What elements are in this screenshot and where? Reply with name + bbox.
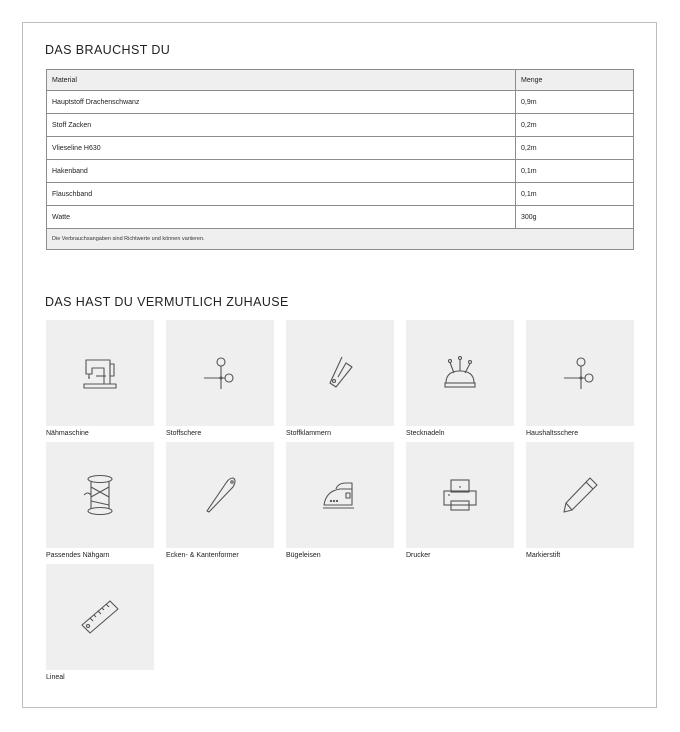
materials-card	[22, 22, 657, 708]
amount-cell: 0,2m	[516, 137, 634, 160]
amount-cell: 300g	[516, 206, 634, 229]
tool-tile-marker-pen	[526, 442, 634, 548]
tool-label: Stoffklammern	[286, 430, 331, 437]
material-cell: Hakenband	[47, 160, 516, 183]
amount-cell: 0,1m	[516, 183, 634, 206]
tool-tile-fabric-clip	[286, 320, 394, 426]
printer-icon	[440, 477, 480, 513]
column-header-amount: Menge	[516, 70, 634, 91]
tool-label: Stecknadeln	[406, 430, 445, 437]
table-note: Die Verbrauchsangaben sind Richtwerte und können variieren.	[47, 229, 634, 250]
material-cell: Watte	[47, 206, 516, 229]
fabric-scissors-icon	[200, 353, 240, 393]
ruler-icon	[80, 597, 120, 637]
tool-label: Stoffschere	[166, 430, 202, 437]
table-row	[47, 160, 634, 183]
tool-label: Nähmaschine	[46, 430, 89, 437]
table-row	[47, 206, 634, 229]
tool-label: Drucker	[406, 552, 431, 559]
amount-cell: 0,2m	[516, 114, 634, 137]
tool-label: Lineal	[46, 674, 65, 681]
table-row	[47, 183, 634, 206]
sewing-machine-icon	[80, 356, 120, 390]
tool-tile-fabric-scissors	[166, 320, 274, 426]
material-cell: Hauptstoff Drachenschwanz	[47, 91, 516, 114]
pincushion-icon	[440, 353, 480, 393]
iron-icon	[320, 477, 360, 513]
marker-pen-icon	[560, 475, 600, 515]
table-row	[47, 91, 634, 114]
tool-label: Ecken- & Kantenformer	[166, 552, 239, 559]
table-row	[47, 114, 634, 137]
tool-label: Haushaltsschere	[526, 430, 579, 437]
tool-tile-printer	[406, 442, 514, 548]
tool-label: Passendes Nähgarn	[46, 552, 110, 559]
thread-spool-icon	[80, 473, 120, 517]
tool-tile-pincushion	[406, 320, 514, 426]
point-turner-icon	[200, 475, 240, 515]
tool-tile-point-turner	[166, 442, 274, 548]
tool-label: Markierstift	[526, 552, 561, 559]
tool-tile-household-scissors	[526, 320, 634, 426]
materials-table	[46, 69, 634, 250]
material-cell: Stoff Zacken	[47, 114, 516, 137]
fabric-clip-icon	[320, 353, 360, 393]
table-row	[47, 137, 634, 160]
amount-cell: 0,1m	[516, 160, 634, 183]
tool-tile-iron	[286, 442, 394, 548]
section-title-materials: DAS BRAUCHST DU	[45, 43, 171, 57]
tool-tile-sewing-machine	[46, 320, 154, 426]
amount-cell: 0,9m	[516, 91, 634, 114]
material-cell: Vlieseline H630	[47, 137, 516, 160]
section-title-tools: DAS HAST DU VERMUTLICH ZUHAUSE	[45, 295, 289, 309]
table-note-row	[47, 229, 634, 250]
table-header-row	[47, 70, 634, 91]
material-cell: Flauschband	[47, 183, 516, 206]
column-header-material: Material	[47, 70, 516, 91]
household-scissors-icon	[560, 353, 600, 393]
tool-label: Bügeleisen	[286, 552, 321, 559]
tool-tile-thread-spool	[46, 442, 154, 548]
tool-tile-ruler	[46, 564, 154, 670]
